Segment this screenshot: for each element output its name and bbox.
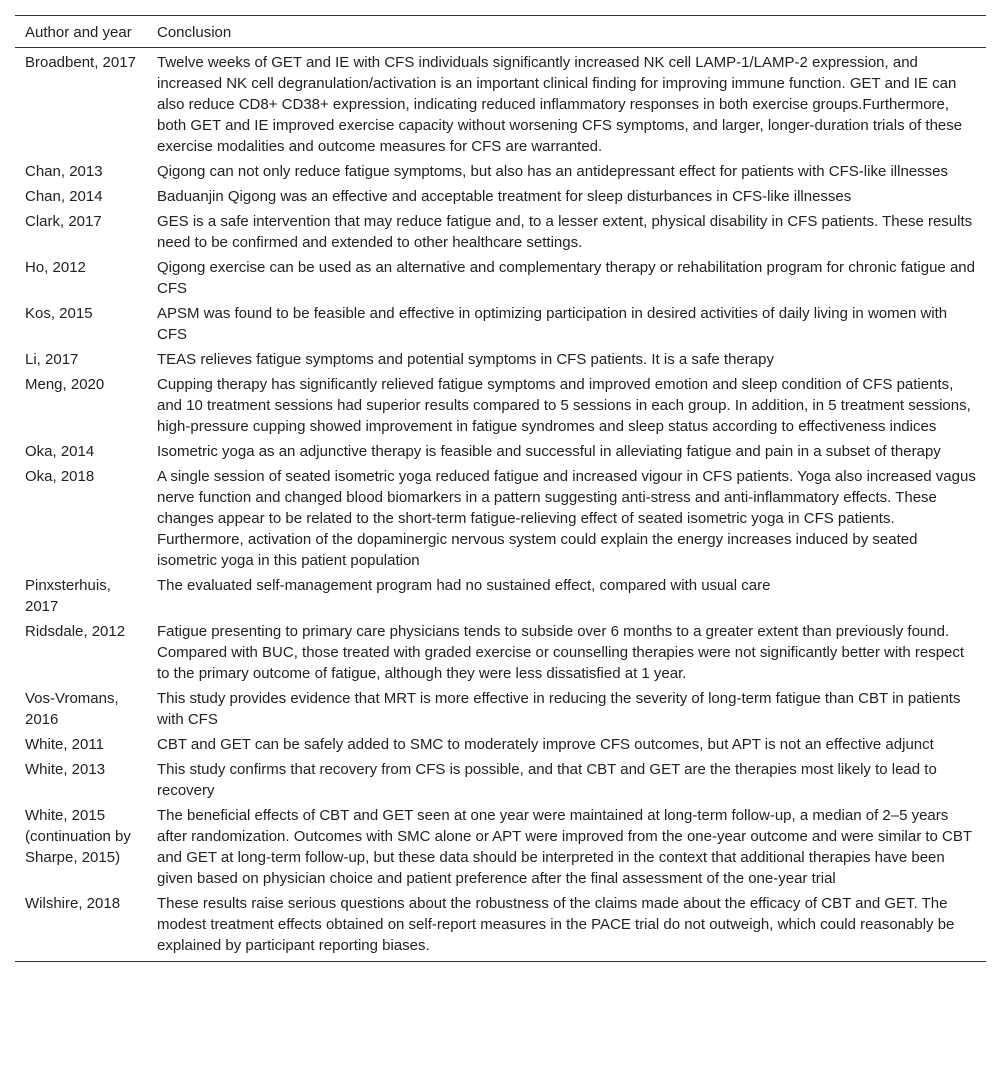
conclusion-cell: Qigong exercise can be used as an alternative and complementary therapy or rehabilitation program for chronic fatigue and CFS bbox=[157, 259, 975, 297]
conclusion-cell: CBT and GET can be safely added to SMC to moderately improve CFS outcomes, but APT is not an effective adjunct bbox=[157, 736, 934, 753]
conclusion-cell: This study confirms that recovery from CFS is possible, and that CBT and GET are the therapies most likely to lead to recovery bbox=[157, 761, 937, 799]
conclusion-cell: Cupping therapy has significantly relieved fatigue symptoms and improved emotion and sleep condition of CFS patients, and 10 treatment sessions had superior results compared to 5 sessions in each group. In addition, in 5 treatment sessions, high-pressure cupping showed improvement in fatigue syndromes and sleep status according to effectiveness indices bbox=[157, 376, 971, 435]
conclusions-table-container bbox=[15, 15, 986, 962]
table-row bbox=[15, 48, 986, 160]
author-cell: Wilshire, 2018 bbox=[25, 895, 121, 912]
table-row bbox=[15, 757, 986, 803]
author-cell: White, 2013 bbox=[25, 761, 106, 778]
author-cell: Oka, 2018 bbox=[25, 468, 95, 485]
conclusion-cell: Isometric yoga as an adjunctive therapy is feasible and successful in alleviating fatigue and pain in a subset of therapy bbox=[157, 443, 941, 460]
table-row bbox=[15, 732, 986, 757]
author-cell: Ho, 2012 bbox=[25, 259, 86, 276]
author-cell: Pinxsterhuis, 2017 bbox=[25, 577, 111, 615]
author-cell: White, 2015 (continuation by Sharpe, 2015) bbox=[25, 807, 131, 866]
conclusion-cell: APSM was found to be feasible and effective in optimizing participation in desired activities of daily living in women with CFS bbox=[157, 305, 948, 343]
table-row bbox=[15, 347, 986, 372]
conclusion-cell: Qigong can not only reduce fatigue symptoms, but also has an antidepressant effect for patients with CFS-like illnesses bbox=[157, 163, 948, 180]
table-row bbox=[15, 439, 986, 464]
conclusion-cell: The beneficial effects of CBT and GET seen at one year were maintained at long-term follow-up, a median of 2–5 years after randomization. Outcomes with SMC alone or APT were improved from the one-year outcome and were similar to CBT and GET at long-term follow-up, but these data should be interpreted in the context that additional therapies have been given based on physician choice and patient preference after the final assessment of the one-year trial bbox=[157, 807, 972, 887]
conclusion-cell: TEAS relieves fatigue symptoms and potential symptoms in CFS patients. It is a safe therapy bbox=[157, 351, 774, 368]
header-author-year: Author and year bbox=[25, 24, 132, 41]
header-conclusion: Conclusion bbox=[157, 24, 232, 41]
table-row bbox=[15, 686, 986, 732]
table-row bbox=[15, 184, 986, 209]
table-row bbox=[15, 255, 986, 301]
author-cell: Li, 2017 bbox=[25, 351, 79, 368]
conclusion-cell: Baduanjin Qigong was an effective and acceptable treatment for sleep disturbances in CFS-like illnesses bbox=[157, 188, 852, 205]
table-row bbox=[15, 372, 986, 439]
table-row bbox=[15, 464, 986, 573]
author-cell: Chan, 2013 bbox=[25, 163, 103, 180]
author-cell: Chan, 2014 bbox=[25, 188, 103, 205]
table-row bbox=[15, 209, 986, 255]
author-cell: Ridsdale, 2012 bbox=[25, 623, 126, 640]
table-row bbox=[15, 619, 986, 686]
conclusion-cell: A single session of seated isometric yoga reduced fatigue and increased vigour in CFS patients. Yoga also increased vagus nerve function and changed blood biomarkers in a pattern suggesting anti-stress and anti-inflammatory effects. These changes appear to be related to the short-term fatigue-relieving effect of seated isometric yoga in CFS patients. Furthermore, activation of the dopaminergic nervous system could explain the energy increases induced by seated isometric yoga in this patient population bbox=[157, 468, 976, 569]
conclusion-cell: This study provides evidence that MRT is more effective in reducing the severity of long-term fatigue than CBT in patients with CFS bbox=[157, 690, 961, 728]
author-cell: Vos-Vromans, 2016 bbox=[25, 690, 119, 728]
author-cell: White, 2011 bbox=[25, 736, 104, 753]
conclusion-cell: The evaluated self-management program had no sustained effect, compared with usual care bbox=[157, 577, 771, 594]
author-cell: Broadbent, 2017 bbox=[25, 54, 136, 71]
author-cell: Clark, 2017 bbox=[25, 213, 102, 230]
table-body bbox=[15, 48, 986, 962]
author-cell: Kos, 2015 bbox=[25, 305, 93, 322]
table-row bbox=[15, 803, 986, 891]
conclusion-cell: Fatigue presenting to primary care physicians tends to subside over 6 months to a greater extent than previously found. Compared with BUC, those treated with graded exercise or counselling therapies were not significantly better with respect to the primary outcome of fatigue, although they were less dissatisfied at 1 year. bbox=[157, 623, 965, 682]
table-row bbox=[15, 301, 986, 347]
table-row bbox=[15, 891, 986, 962]
conclusion-cell: Twelve weeks of GET and IE with CFS individuals significantly increased NK cell LAMP-1/LAMP-2 expression, and increased NK cell degranulation/activation is an important clinical finding for improving immune function. GET and IE can also reduce CD8+ CD38+ expression, indicating reduced inflammatory responses in both exercise groups.Furthermore, both GET and IE improved exercise capacity without worsening CFS symptoms, and larger, longer-duration trials of these exercise modalities and outcome measures for CFS are warranted. bbox=[157, 54, 963, 155]
conclusion-cell: These results raise serious questions about the robustness of the claims made about the efficacy of CBT and GET. The modest treatment effects obtained on self-report measures in the PACE trial do not outweigh, which could reasonably be explained by participant reporting biases. bbox=[157, 895, 955, 954]
header-row bbox=[15, 16, 986, 48]
table-row bbox=[15, 573, 986, 619]
conclusion-cell: GES is a safe intervention that may reduce fatigue and, to a lesser extent, physical disability in CFS patients. These results need to be confirmed and extended to other healthcare settings. bbox=[157, 213, 973, 251]
conclusions-table bbox=[15, 15, 986, 962]
table-row bbox=[15, 159, 986, 184]
table-header bbox=[15, 16, 986, 48]
author-cell: Meng, 2020 bbox=[25, 376, 105, 393]
author-cell: Oka, 2014 bbox=[25, 443, 95, 460]
